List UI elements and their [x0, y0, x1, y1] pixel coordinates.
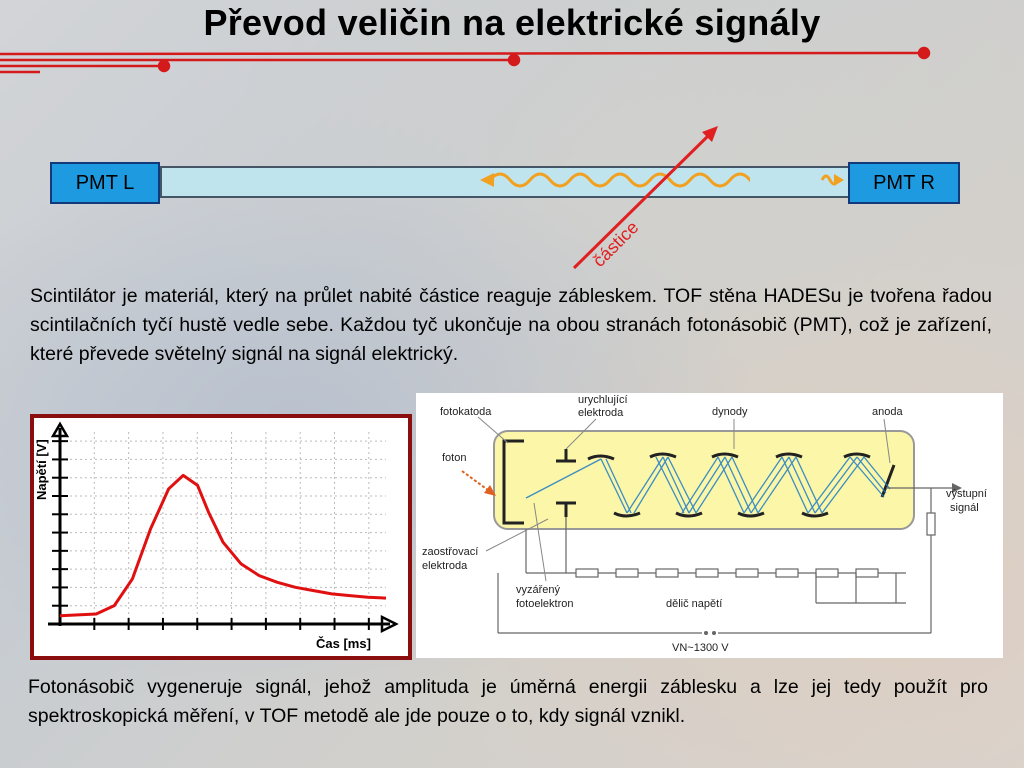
label-fotokatoda: fotokatoda: [440, 406, 492, 418]
pmt-diagram: [416, 393, 1003, 658]
wave-arrow-left-icon: [480, 173, 494, 187]
label-urychlujici: urychlující: [578, 394, 628, 406]
pmt-tube: [494, 431, 914, 529]
label-voltage: VN~1300 V: [672, 642, 729, 654]
signal-chart-svg: [34, 418, 408, 656]
photon-wave-icon: [490, 174, 750, 186]
signal-chart: [30, 414, 412, 660]
label-vyzareny: vyzářený: [516, 584, 561, 596]
label-signal: signál: [950, 502, 979, 514]
y-axis-label: Napětí [V]: [34, 439, 49, 500]
particle-track: [470, 120, 750, 280]
x-axis-label: Čas [ms]: [316, 636, 371, 651]
label-foton: foton: [442, 452, 467, 464]
particle-arrow-icon: [574, 134, 710, 268]
paragraph-pmt: Fotonásobič vygeneruje signál, jehož amplituda je úměrná energii záblesku a lze jej tedy použít pro spektroskopická měření, v TOF metodě ale jde pouze o to, kdy signál vznikl.: [28, 676, 988, 727]
title-decoration-lines: [0, 44, 1024, 80]
label-dynody: dynody: [712, 406, 748, 418]
label-zaostrovaci: zaostřovací: [422, 546, 479, 558]
pmt-left-box: PMT L: [50, 162, 160, 204]
label-delic: dělič napětí: [666, 598, 723, 610]
pmt-right-box: PMT R: [848, 162, 960, 204]
label-anoda: anoda: [872, 406, 903, 418]
pmt-diagram-svg: [416, 393, 1003, 658]
label-vystupni: výstupní: [946, 488, 987, 500]
label-urychlujici-elektroda: elektroda: [578, 407, 624, 419]
paragraph-scintillator: Scintilátor je materiál, který na průlet nabité částice reaguje zábleskem. TOF stěna HADESu je tvořena řadou scintilačních tyčí hustě vedle sebe. Každou tyč ukončuje na obou stranách fotonásobič (PMT), což je zařízení, které převede světelný signál na signál elektrický.: [30, 285, 992, 365]
signal-series-line: [60, 475, 386, 615]
label-fotoelektron: fotoelektron: [516, 598, 574, 610]
page-title: Převod veličin na elektrické signály: [203, 2, 821, 43]
label-zaostrovaci-elektroda: elektroda: [422, 560, 468, 572]
particle-label: částice: [588, 217, 643, 271]
